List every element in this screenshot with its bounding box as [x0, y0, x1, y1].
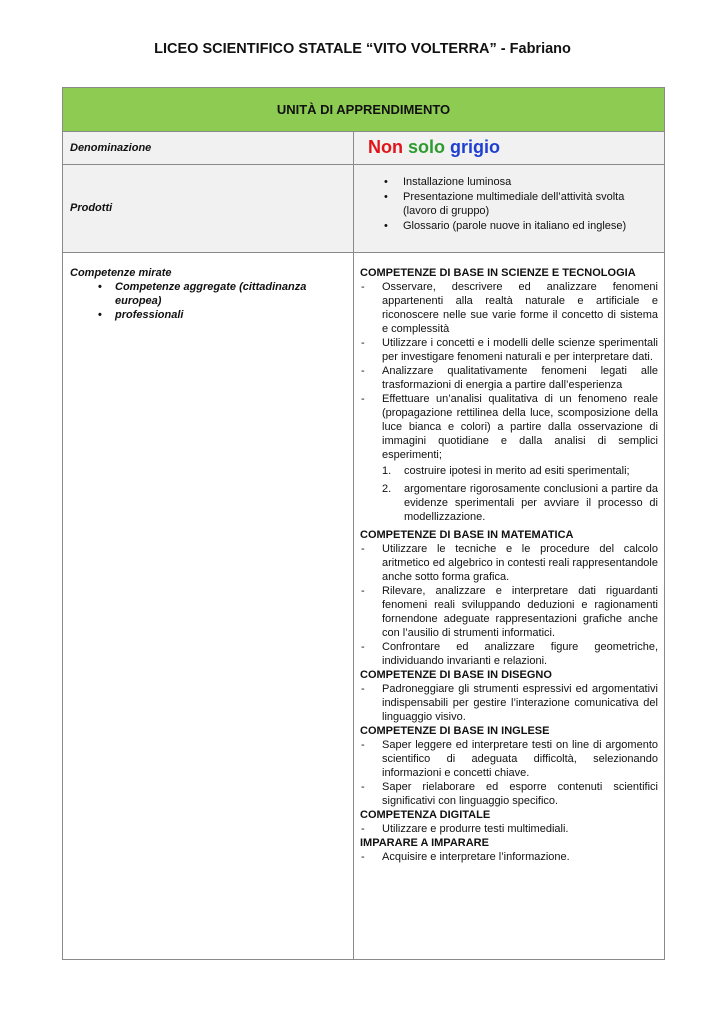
section-title-inglese: COMPETENZE DI BASE IN INGLESE	[360, 725, 550, 737]
list-item: - Utilizzare i concetti e i modelli delle scienze sperimentali per investigare fenomeni naturali e per interpretare dati.	[360, 336, 658, 364]
list-item: • Competenze aggregate (cittadinanza europea)	[98, 280, 353, 308]
item-text: argomentare rigorosamente conclusioni a partire da evidenze sperimentali per avviare il processo di modellizzazione.	[404, 483, 658, 523]
list-item: - Saper leggere ed interpretare testi on line di argomento scientifico di adeguata difficoltà, selezionando informazioni e concetti chiave.	[360, 738, 658, 780]
table-title: UNITÀ DI APPRENDIMENTO	[63, 88, 664, 132]
section-title-matematica: COMPETENZE DI BASE IN MATEMATICA	[360, 529, 574, 541]
list-item-text: Effettuare un’analisi qualitativa di un fenomeno reale (propagazione rettilinea della luce, scomposizione della luce bianca e colori) a partire dalla osservazione di immagini quotidiane e dalla analisi di semplici esperimenti;	[382, 393, 658, 461]
competenze-label: Competenze mirate	[70, 267, 172, 279]
section-list-imparare	[360, 850, 658, 864]
denominazione-label-cell	[63, 132, 354, 164]
item-text: costruire ipotesi in merito ad esiti sperimentali;	[404, 465, 630, 477]
denominazione-label: Denominazione	[70, 142, 152, 154]
denominazione-value-cell	[354, 132, 664, 164]
prodotti-label-cell	[63, 165, 354, 252]
list-item: - Saper rielaborare ed esporre contenuti scientifici significativi con linguaggio specifico.	[360, 780, 658, 808]
list-item: • professionali	[98, 308, 353, 322]
list-item: - Osservare, descrivere ed analizzare fenomeni appartenenti alla realtà naturale e artificiale e riconoscere nelle sue varie forme il concetto di sistema e complessità	[360, 280, 658, 336]
project-title	[368, 137, 500, 158]
competenze-sub-list	[70, 280, 353, 322]
list-item: • Glossario (parole nuove in italiano ed inglese)	[384, 219, 654, 233]
project-title-word-3: grigio	[450, 137, 501, 157]
section-title-imparare: IMPARARE A IMPARARE	[360, 837, 489, 849]
list-item: • Presentazione multimediale dell’attività svolta (lavoro di gruppo)	[384, 190, 654, 218]
list-item: - Rilevare, analizzare e interpretare dati riguardanti fenomeni reali sviluppando deduzioni e ragionamenti fornendone adeguate rappresentazioni grafiche anche con l’ausilio di strumenti informatici.	[360, 584, 658, 640]
competenze-sections	[360, 266, 658, 864]
section-title-digitale: COMPETENZA DIGITALE	[360, 809, 491, 821]
competenze-label-cell	[63, 253, 354, 959]
numbered-item	[382, 482, 658, 524]
denominazione-row	[63, 132, 664, 165]
prodotti-label: Prodotti	[70, 202, 113, 214]
list-item: • Installazione luminosa	[384, 175, 654, 189]
list-item: - Padroneggiare gli strumenti espressivi ed argomentativi indispensabili per gestire l’interazione comunicativa del linguaggio visivo.	[360, 682, 658, 724]
item-number: 1.	[382, 465, 392, 477]
section-list-matematica	[360, 542, 658, 668]
section-title-scienze: COMPETENZE DI BASE IN SCIENZE E TECNOLOGIA	[360, 267, 636, 279]
competenze-left-content	[70, 266, 353, 322]
item-number: 2.	[382, 483, 392, 495]
prodotti-list	[384, 175, 654, 234]
list-item: - Utilizzare e produrre testi multimediali.	[360, 822, 658, 836]
list-item	[360, 392, 658, 524]
project-title-word-2: solo	[408, 137, 446, 157]
uda-table	[62, 87, 665, 960]
section-list-inglese	[360, 738, 658, 808]
list-item: - Acquisire e interpretare l’informazione.	[360, 850, 658, 864]
numbered-item	[382, 464, 658, 478]
numbered-list	[382, 464, 658, 524]
page-header: LICEO SCIENTIFICO STATALE “VITO VOLTERRA” - Fabriano	[154, 41, 571, 57]
list-item: - Analizzare qualitativamente fenomeni legati alle trasformazioni di energia a partire dall’esperienza	[360, 364, 658, 392]
list-item: - Utilizzare le tecniche e le procedure del calcolo aritmetico ed algebrico in contesti reali rappresentandole anche sotto forma grafica.	[360, 542, 658, 584]
section-list-scienze	[360, 280, 658, 524]
prodotti-row	[63, 165, 664, 253]
competenze-value-cell	[354, 253, 664, 959]
section-list-digitale	[360, 822, 658, 836]
list-item: - Confrontare ed analizzare figure geometriche, individuando invarianti e relazioni.	[360, 640, 658, 668]
project-title-word-1: Non	[368, 137, 403, 157]
section-list-disegno	[360, 682, 658, 724]
competenze-row	[63, 253, 664, 959]
section-title-disegno: COMPETENZE DI BASE IN DISEGNO	[360, 669, 552, 681]
prodotti-value-cell	[354, 165, 664, 252]
